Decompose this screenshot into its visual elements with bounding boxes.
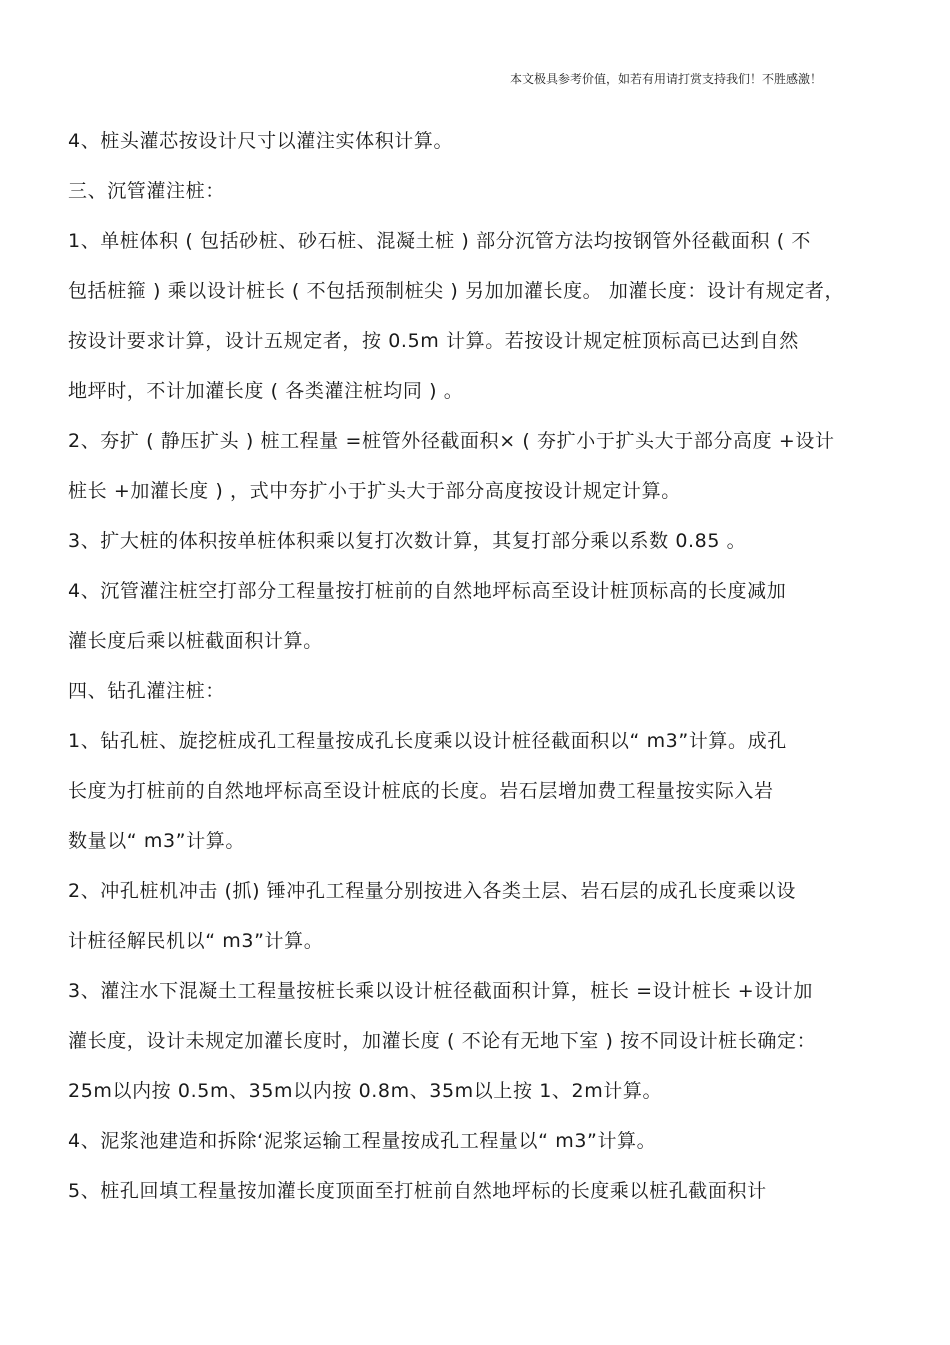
text-line: 3、扩大桩的体积按单桩体积乘以复打次数计算，其复打部分乘以系数 0.85 。 <box>68 530 747 552</box>
text-line: 2、夯扩 ( 静压扩头 ) 桩工程量 =桩管外径截面积× ( 夯扩小于扩头大于部分高度 +设计 <box>68 430 835 452</box>
text-line: 2、冲孔桩机冲击 (抓) 锤冲孔工程量分别按进入各类土层、岩石层的成孔长度乘以设 <box>68 880 796 902</box>
text-line: 4、桩头灌芯按设计尺寸以灌注实体积计算。 <box>68 130 454 152</box>
section-heading: 三、沉管灌注桩： <box>68 180 225 202</box>
text-line: 1、钻孔桩、旋挖桩成孔工程量按成孔长度乘以设计桩径截面积以“ m3”计算。成孔 <box>68 730 787 752</box>
text-line: 计桩径解民机以“ m3”计算。 <box>68 930 324 952</box>
text-line: 25m以内按 0.5m、35m以内按 0.8m、35m以上按 1、2m计算。 <box>68 1080 663 1102</box>
header-note: 本文极具参考价值，如若有用请打赏支持我们！不胜感激！ <box>510 72 823 86</box>
text-line: 3、灌注水下混凝土工程量按桩长乘以设计桩径截面积计算，桩长 =设计桩长 +设计加 <box>68 980 814 1002</box>
text-line: 灌长度，设计未规定加灌长度时，加灌长度 ( 不论有无地下室 ) 按不同设计桩长确定： <box>68 1030 817 1052</box>
text-line: 灌长度后乘以桩截面积计算。 <box>68 630 323 652</box>
text-line: 1、单桩体积 ( 包括砂桩、砂石桩、混凝土桩 ) 部分沉管方法均按钢管外径截面积 ( 不 <box>68 230 811 252</box>
text-line: 4、沉管灌注桩空打部分工程量按打桩前的自然地坪标高至设计桩顶标高的长度减加 <box>68 580 787 602</box>
text-line: 地坪时，不计加灌长度 ( 各类灌注桩均同 ) 。 <box>68 380 464 402</box>
text-line: 5、桩孔回填工程量按加灌长度顶面至打桩前自然地坪标的长度乘以桩孔截面积计 <box>68 1180 767 1202</box>
text-line: 4、泥浆池建造和拆除‘泥浆运输工程量按成孔工程量以“ m3”计算。 <box>68 1130 657 1152</box>
text-line: 长度为打桩前的自然地坪标高至设计桩底的长度。岩石层增加费工程量按实际入岩 <box>68 780 774 802</box>
text-line: 桩长 +加灌长度 ) ，式中夯扩小于扩头大于部分高度按设计规定计算。 <box>68 480 681 502</box>
text-line: 包括桩箍 ) 乘以设计桩长 ( 不包括预制桩尖 ) 另加加灌长度。 加灌长度：设计有规定者， <box>68 280 845 302</box>
section-heading: 四、钻孔灌注桩： <box>68 680 225 702</box>
text-line: 按设计要求计算，设计五规定者，按 0.5m 计算。若按设计规定桩顶标高已达到自然 <box>68 330 799 352</box>
text-line: 数量以“ m3”计算。 <box>68 830 245 852</box>
